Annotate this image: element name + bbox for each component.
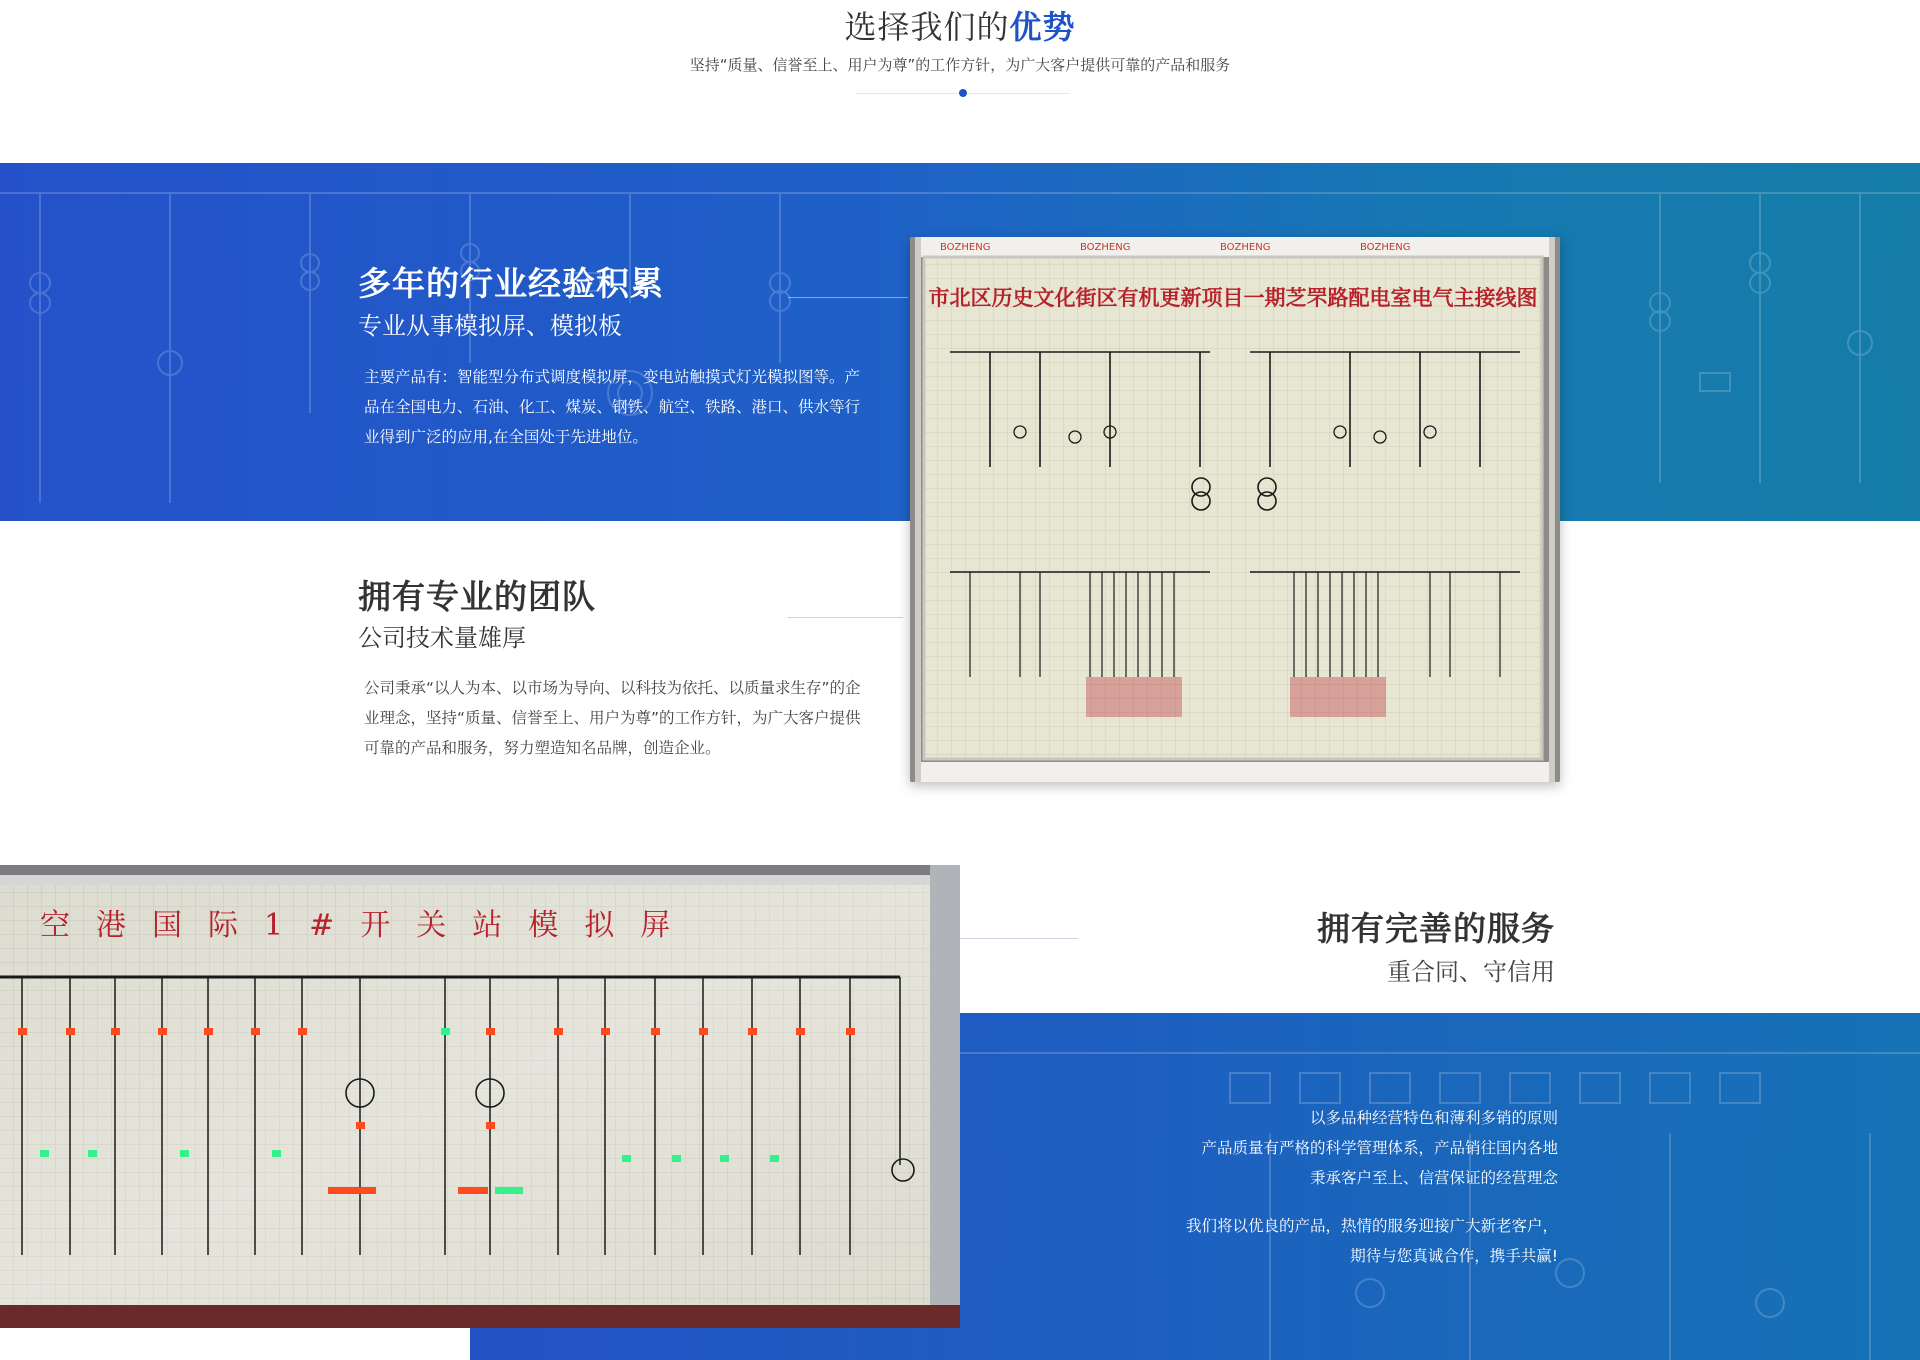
- heading-dot: [959, 89, 967, 97]
- heading-highlight: 优势: [1009, 8, 1076, 46]
- heading-plain: 选择我们的: [844, 8, 1010, 46]
- section3-line: 产品质量有严格的科学管理体系，产品销往国内各地: [1201, 1139, 1558, 1157]
- section3-line: 期待与您真诚合作，携手共赢!: [1350, 1247, 1558, 1265]
- section3-subtitle: 重合同、守信用: [1387, 958, 1555, 986]
- section2-title: 拥有专业的团队: [358, 577, 596, 616]
- wiring-board-illustration: [910, 237, 1560, 782]
- section1-subtitle: 专业从事模拟屏、模拟板: [358, 312, 622, 340]
- section3-line: 我们将以优良的产品，热情的服务迎接广大新老客户，: [1185, 1217, 1558, 1235]
- section2-paragraph: 公司秉承“以人为本、以市场为导向、以科技为依托、以质量求生存”的企业理念，坚持“质量、信誉至上、用户为尊”的工作方针，为广大客户提供可靠的产品和服务，努力塑造知名品牌，创造企业。: [364, 679, 861, 757]
- section3-title: 拥有完善的服务: [1317, 909, 1555, 948]
- section-subheading: 坚持“质量、信誉至上、用户为尊”的工作方针，为广大客户提供可靠的产品和服务: [689, 56, 1231, 74]
- board-title-text-2: 空港国际1#开关站模拟屏: [40, 908, 697, 943]
- brand-tag-top-2: BOZHENG: [1080, 242, 1131, 253]
- brand-tag-top-3: BOZHENG: [1220, 242, 1271, 253]
- section3-line: 以多品种经营特色和薄利多销的原则: [1309, 1109, 1558, 1127]
- board-title-text: 市北区历史文化街区有机更新项目一期芝罘路配电室电气主接线图: [928, 285, 1538, 310]
- section2-subtitle: 公司技术量雄厚: [358, 624, 526, 652]
- section1-divider: [788, 297, 908, 298]
- section3-line: 秉承客户至上、信营保证的经营理念: [1309, 1169, 1558, 1187]
- section2-divider: [788, 617, 903, 618]
- section1-paragraph: 主要产品有：智能型分布式调度模拟屏，变电站触摸式灯光模拟图等。产品在全国电力、石油、化工、煤炭、钢铁、航空、铁路、港口、供水等行业得到广泛的应用,在全国处于先进地位。: [364, 368, 861, 446]
- section1-title: 多年的行业经验积累: [358, 264, 664, 303]
- section-heading: [0, 2, 1920, 48]
- paragraph-gap: [1060, 1193, 1558, 1211]
- switch-station-photo: [0, 865, 960, 1328]
- section3-divider: [960, 938, 1078, 939]
- switch-station-illustration: [0, 865, 960, 1328]
- wiring-board-photo: [910, 237, 1560, 782]
- brand-tag-top-1: BOZHENG: [940, 242, 991, 253]
- brand-tag-top-4: BOZHENG: [1360, 242, 1411, 253]
- section3-paragraph: [1060, 1103, 1558, 1271]
